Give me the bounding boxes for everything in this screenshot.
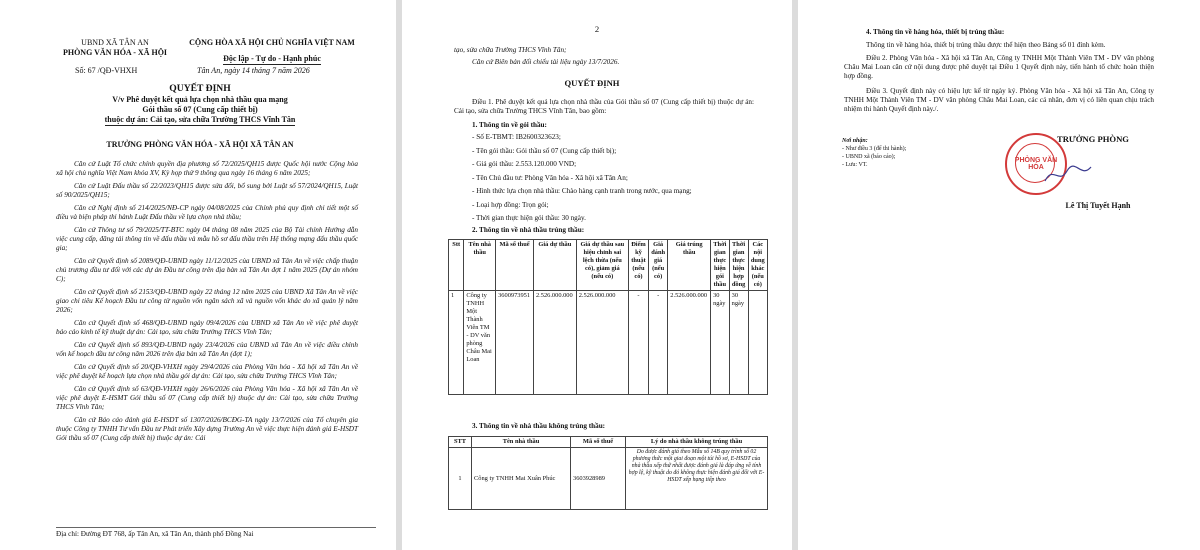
section-4-text: Thông tin về hàng hóa, thiết bị trúng thầu được thể hiện theo Bảng số 01 đính kèm. <box>866 41 1106 49</box>
col-stt: STT <box>449 437 472 448</box>
col-other: Các nội dung khác (nếu có) <box>748 240 767 291</box>
col-tech-score: Điểm kỹ thuật (nếu có) <box>628 240 648 291</box>
agency-name <box>60 38 170 58</box>
cell-stt: 1 <box>449 291 464 395</box>
cell-bidder-name: Công ty TNHH Mai Xuân Phúc <box>472 448 571 510</box>
col-winning-price: Giá trúng thầu <box>668 240 711 291</box>
legal-basis-continued: tạo, sửa chữa Trường THCS Vĩnh Tân; <box>454 46 567 54</box>
subject-line-3: thuộc dự án: Cải tạo, sửa chữa Trường THCS Vĩnh Tân <box>104 115 296 124</box>
col-tax-code: Mã số thuế <box>496 240 534 291</box>
cell-tax-code: 3603928989 <box>571 448 626 510</box>
section-3-heading: 3. Thông tin về nhà thầu không trúng thầu: <box>472 422 606 430</box>
recipients-block <box>842 137 992 169</box>
table-row <box>449 448 768 510</box>
seal-text: PHÒNG VĂN HÓA <box>1014 157 1058 171</box>
document-page-1 <box>0 0 396 550</box>
article-1: Điều 1. Phê duyệt kết quả lựa chọn nhà thầu của Gói thầu số 07 (Cung cấp thiết bị) thuộc dự án: Cải tạo, sửa chữa Trường THCS Vĩnh Tân, bao gồm: <box>454 98 754 115</box>
cell-tech-score: - <box>628 291 648 395</box>
cell-bidder-name: Công ty TNHH Một Thành Viên TM - DV văn phòng Châu Mai Loan <box>464 291 496 395</box>
col-adjusted-price: Giá dự thầu sau hiệu chỉnh sai lệch thừa (nếu có), giảm giá (nếu có) <box>576 240 628 291</box>
article-2: Điều 2. Phòng Văn hóa - Xã hội xã Tân An, Công ty TNHH Một Thành Viên TM - DV văn phòng Châu Mai Loan căn cứ nội dung được phê duyệt tại Điều 1 Quyết định này, tiến hành tổ chức hoàn thiện hợp đồng. <box>844 54 1154 80</box>
national-header <box>172 38 372 66</box>
cell-package-duration: 30 ngày <box>711 291 730 395</box>
legal-basis-8: Căn cứ Quyết định số 893/QĐ-UBND ngày 23/4/2026 của UBND xã Tân An về việc điều chỉnh vốn kế hoạch đầu tư công năm 2026 trên địa bàn xã Tân An (đợt 1); <box>56 341 358 358</box>
decision-heading: QUYẾT ĐỊNH <box>564 78 620 88</box>
recipient-item: - Lưu: VT. <box>842 162 868 168</box>
info-item-duration: - Thời gian thực hiện gói thầu: 30 ngày. <box>472 214 586 222</box>
nation-motto: Độc lập - Tự do - Hạnh phúc <box>223 54 321 63</box>
col-eval-price: Giá đánh giá (nếu có) <box>648 240 667 291</box>
cell-eval-price: - <box>648 291 667 395</box>
legal-basis-4: Căn cứ Thông tư số 79/2025/TT-BTC ngày 04 tháng 08 năm 2025 của Bộ Tài chính Hướng dẫn việc cung cấp, đăng tải thông tin về đấu thầu và mẫu hồ sơ đấu thầu trên Hệ thống mạng đấu thầu quốc gia; <box>56 226 358 252</box>
cell-winning-price: 2.526.000.000 <box>668 291 711 395</box>
info-item-package-price: - Giá gói thầu: 2.553.120.000 VND; <box>472 160 577 168</box>
package-info-list <box>472 133 762 223</box>
info-item-package-name: - Tên gói thầu: Gói thầu số 07 (Cung cấp thiết bị); <box>472 146 617 155</box>
info-item-selection-method: - Hình thức lựa chọn nhà thầu: Chào hàng cạnh tranh trong nước, qua mạng; <box>472 187 692 195</box>
issuing-authority: TRƯỞNG PHÒNG VĂN HÓA - XÃ HỘI XÃ TÂN AN <box>106 140 294 149</box>
section-2-heading: 2. Thông tin về nhà thầu trúng thầu: <box>472 226 585 234</box>
col-contract-duration: Thời gian thực hiện hợp đồng <box>729 240 748 291</box>
signer-name: Lê Thị Tuyết Hạnh <box>1065 201 1131 210</box>
agency-line-2: PHÒNG VĂN HÓA - XÃ HỘI <box>62 48 168 57</box>
legal-basis-2: Căn cứ Luật Đấu thầu số 22/2023/QH15 được sửa đổi, bổ sung bởi Luật số 57/2024/QH15, Luật số 90/2025/QH15; <box>56 182 358 199</box>
place-date: Tân An, ngày 14 tháng 7 năm 2026 <box>197 66 310 75</box>
cell-reason: Do được đánh giá theo Mẫu số 14B quy trình số 02 phương thức một giai đoạn một túi hồ sơ, E-HSDT của nhà thầu xếp thứ nhất được đánh giá là đáp ứng về tính hợp lệ, kỹ thuật do đó không thực hiện đánh giá đối với E-HSDT xếp hạng tiếp theo <box>626 448 768 510</box>
legal-basis-9: Căn cứ Quyết định số 20/QĐ-VHXH ngày 29/4/2026 của Phòng Văn hóa - Xã hội xã Tân An về việc phê duyệt kế hoạch lựa chọn nhà thầu gói dự án: Cải tạo, sửa chữa Trường THCS Vĩnh Tân; <box>56 363 358 380</box>
nation-line-1: CỘNG HÒA XÃ HỘI CHỦ NGHĨA VIỆT NAM <box>189 38 355 47</box>
section-1-heading: 1. Thông tin về gói thầu: <box>472 121 547 129</box>
col-tax-code: Mã số thuế <box>571 437 626 448</box>
subject-line-1: V/v Phê duyệt kết quả lựa chọn nhà thầu qua mạng <box>112 95 288 104</box>
document-title: QUYẾT ĐỊNH <box>169 83 231 94</box>
info-item-investor: - Tên Chủ đầu tư: Phòng Văn hóa - Xã hội xã Tân An; <box>472 173 628 182</box>
page-number: 2 <box>594 24 600 34</box>
document-number: Số: 67 /QĐ-VHXH <box>75 66 138 75</box>
recipient-item: - Như điều 3 (để thi hành); <box>842 146 907 152</box>
agency-line-1: UBND XÃ TÂN AN <box>81 38 149 47</box>
cell-other <box>748 291 767 395</box>
table-header-row <box>449 240 768 291</box>
signature-icon <box>1043 163 1093 187</box>
winning-bidder-table <box>448 239 768 395</box>
legal-basis-6: Căn cứ Quyết định số 2153/QĐ-UBND ngày 22 tháng 12 năm 2025 của UBND Xã Tân An về việc giao chi tiêu Kế hoạch Đầu tư công từ nguồn vốn ngân sách xã và nguồn vốn khác do xã quản lý năm 2026; <box>56 288 358 314</box>
section-4-heading: 4. Thông tin về hàng hóa, thiết bị trúng thầu: <box>866 28 1005 36</box>
legal-bases <box>56 160 358 443</box>
recipients-title: Nơi nhận: <box>842 138 868 144</box>
legal-basis-5: Căn cứ Quyết định số 2089/QĐ-UBND ngày 11/12/2025 của UBND xã Tân An về việc chấp thuận chủ trương đầu tư đối với các dự án Đầu tư công trên địa bàn xã Tân An đợt 1 năm 2025 (Dự án nhóm C); <box>56 257 358 283</box>
recipient-item: - UBND xã (báo cáo); <box>842 154 896 160</box>
table-header-row <box>449 437 768 448</box>
legal-basis-11: Căn cứ Báo cáo đánh giá E-HSDT số 1307/2026/BCĐG-TA ngày 13/7/2026 của Tổ chuyên gia thuộc Công ty TNHH Tư vấn Đầu tư Phát triển Xây dựng Trường An về việc thực hiện đánh giá E-HSDT Gói thầu số 07 (Cung cấp thiết bị) thuộc dự án: Cải <box>56 416 358 442</box>
document-page-2 <box>402 0 792 550</box>
legal-basis-7: Căn cứ Quyết định số 468/QĐ-UBND ngày 09/4/2026 của UBND xã Tân An về việc phê duyệt báo cáo kinh tế kỹ thuật dự án: Cải tạo, sửa chữa Trường THCS Vĩnh Tân; <box>56 319 358 336</box>
document-subject <box>40 95 360 126</box>
col-bidder-name: Tên nhà thầu <box>472 437 571 448</box>
col-bidder-name: Tên nhà thầu <box>464 240 496 291</box>
col-stt: Stt <box>449 240 464 291</box>
document-page-3 <box>798 0 1200 550</box>
losing-bidder-table <box>448 436 768 510</box>
col-package-duration: Thời gian thực hiện gói thầu <box>711 240 730 291</box>
info-item-contract-type: - Loại hợp đồng: Trọn gói; <box>472 200 549 209</box>
col-reason: Lý do nhà thầu không trúng thầu <box>626 437 768 448</box>
legal-basis-1: Căn cứ Luật Tổ chức chính quyền địa phương số 72/2025/QH15 được Quốc hội nước Cộng hòa xã hội chủ nghĩa Việt Nam khóa XV, Kỳ họp thứ 9 thông qua ngày 16 tháng 6 năm 2025; <box>56 160 358 177</box>
cell-contract-duration: 30 ngày <box>729 291 748 395</box>
subject-line-2: Gói thầu số 07 (Cung cấp thiết bị) <box>142 105 258 114</box>
footer-address: Địa chỉ: Đường ĐT 768, ấp Tân An, xã Tân An, thành phố Đồng Nai <box>56 527 376 539</box>
col-bid-price: Giá dự thầu <box>533 240 576 291</box>
legal-basis-3: Căn cứ Nghị định số 214/2025/NĐ-CP ngày 04/08/2025 của Chính phủ quy định chi tiết một số điều và biện pháp thi hành Luật Đấu thầu về lựa chọn nhà thầu; <box>56 204 358 221</box>
info-item-tbmt: - Số E-TBMT: IB2600323623; <box>472 133 561 141</box>
cell-bid-price: 2.526.000.000 <box>533 291 576 395</box>
cell-tax-code: 3600973951 <box>496 291 534 395</box>
legal-basis-10: Căn cứ Quyết định số 63/QĐ-VHXH ngày 26/6/2026 của Phòng Văn hóa - Xã hội xã Tân An về việc phê duyệt E-HSMT Gói thầu số 07 (Cung cấp thiết bị) thuộc dự án: Cải tạo, sửa chữa Trường THCS Vĩnh Tân; <box>56 385 358 411</box>
signer-title: TRƯỞNG PHÒNG <box>1056 134 1129 144</box>
legal-basis-last: Căn cứ Biên bản đối chiếu tài liệu ngày 13/7/2026. <box>472 58 620 66</box>
cell-stt: 1 <box>449 448 472 510</box>
table-row <box>449 291 768 395</box>
cell-adjusted-price: 2.526.000.000 <box>576 291 628 395</box>
article-3: Điều 3. Quyết định này có hiệu lực kể từ ngày ký. Phòng Văn hóa - Xã hội xã Tân An, Công ty TNHH Một Thành Viên TM - DV văn phòng Châu Mai Loan, các cá nhân, đơn vị có liên quan chịu trách nhiệm thi hành Quyết định này./. <box>844 87 1154 113</box>
